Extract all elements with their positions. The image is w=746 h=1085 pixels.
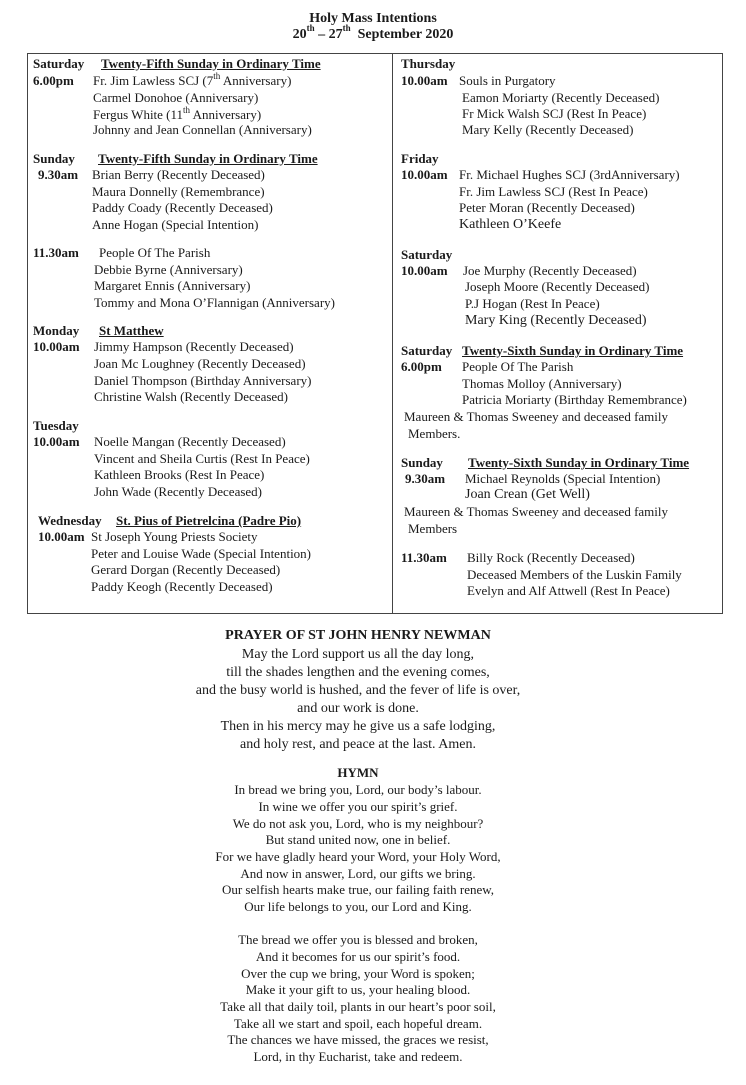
intention: Maureen & Thomas Sweeney and deceased family [404,504,668,519]
hymn-line: The bread we offer you is blessed and broken, [238,932,478,947]
intention: Fr. Michael Hughes SCJ (3rdAnniversary) [459,167,680,182]
day-label: Friday [401,151,439,166]
hymn-line: Our life belongs to you, our Lord and King. [244,899,472,914]
intention: Debbie Byrne (Anniversary) [94,262,243,277]
intention: Kathleen O’Keefe [459,217,562,232]
hymn-line: Lord, in thy Eucharist, take and redeem. [253,1049,463,1064]
prayer-heading: PRAYER OF ST JOHN HENRY NEWMAN [225,628,491,643]
intention: Mary King (Recently Deceased) [465,313,647,328]
hymn-line: And now in answer, Lord, our gifts we bring. [240,866,476,881]
hymn-line: Our selfish hearts make true, our failing faith renew, [221,882,495,897]
hymn-line: Take all that daily toil, plants in our heart’s poor soil, [220,999,496,1014]
mass-time: 10.00am [38,529,85,544]
hymn-line: And it becomes for us our spirit’s food. [255,949,461,964]
intention: Vincent and Sheila Curtis (Rest In Peace) [94,451,310,466]
intention: Noelle Mangan (Recently Deceased) [94,434,286,449]
day-label: Thursday [401,56,456,71]
hymn-line: The chances we have missed, the graces we resist, [227,1032,489,1047]
hymn-line: Take all we start and spoil, each hopeful dream. [233,1016,483,1031]
day-label: Sunday [401,455,443,470]
hymn-line: In bread we bring you, Lord, our body’s labour. [234,782,482,797]
hymn-line: For we have gladly heard your Word, your Holy Word, [215,849,501,864]
column-divider [392,53,393,614]
intention: Maura Donnelly (Remembrance) [92,184,265,199]
intention: Peter and Louise Wade (Special Intention) [91,546,312,561]
mass-time: 9.30am [38,167,79,182]
day-label: Tuesday [33,418,79,433]
day-label: Wednesday [38,513,102,528]
mass-time: 6.00pm [401,359,442,374]
hymn-line: Over the cup we bring, your Word is spoken; [241,966,475,981]
prayer-line: and the busy world is hushed, and the fever of life is over, [195,683,521,698]
intention: Eamon Moriarty (Recently Deceased) [462,90,660,105]
intention: Tommy and Mona O’Flannigan (Anniversary) [94,295,335,310]
intention: Fr. Jim Lawless SCJ (7th Anniversary) [93,70,292,88]
intention: Evelyn and Alf Attwell (Rest In Peace) [467,583,670,598]
intention: Kathleen Brooks (Rest In Peace) [94,467,265,482]
day-label: Saturday [401,343,453,358]
intention: Deceased Members of the Luskin Family [467,567,682,582]
intention: Jimmy Hampson (Recently Deceased) [94,339,294,354]
mass-time: 6.00pm [33,73,74,88]
intention: Anne Hogan (Special Intention) [92,217,259,232]
prayer-line: and our work is done. [297,701,419,716]
intention: Fr Mick Walsh SCJ (Rest In Peace) [462,106,647,121]
mass-time: 10.00am [33,434,80,449]
intention: Paddy Keogh (Recently Deceased) [91,579,273,594]
intention: Daniel Thompson (Birthday Anniversary) [94,373,312,388]
intention: P.J Hogan (Rest In Peace) [465,296,600,311]
day-label: Sunday [33,151,75,166]
mass-time: 11.30am [401,550,447,565]
intention: Patricia Moriarty (Birthday Remembrance) [462,392,687,407]
page-title: Holy Mass Intentions [309,11,437,26]
intention: Michael Reynolds (Special Intention) [465,471,661,486]
intention: Joe Murphy (Recently Deceased) [463,263,637,278]
occasion-title: Twenty-Sixth Sunday in Ordinary Time [462,343,684,358]
mass-time: 9.30am [405,471,446,486]
intention: Gerard Dorgan (Recently Deceased) [91,562,281,577]
mass-time: 10.00am [33,339,80,354]
intention: People Of The Parish [462,359,574,374]
intention: Souls in Purgatory [459,73,556,88]
occasion-title: St. Pius of Pietrelcina (Padre Pio) [116,513,302,528]
intention: Fergus White (11th Anniversary) [93,104,262,122]
intention: Brian Berry (Recently Deceased) [92,167,265,182]
intention: Peter Moran (Recently Deceased) [459,200,635,215]
intention: Maureen & Thomas Sweeney and deceased family [404,409,668,424]
intention: Thomas Molloy (Anniversary) [462,376,622,391]
hymn-heading: HYMN [337,765,379,780]
intention: John Wade (Recently Deceased) [94,484,263,499]
intention: Christine Walsh (Recently Deceased) [94,389,289,404]
hymn-line: But stand united now, one in belief. [265,832,451,847]
prayer-line: and holy rest, and peace at the last. Amen. [240,737,476,752]
intention: Members. [408,426,461,441]
intention: Paddy Coady (Recently Deceased) [92,200,273,215]
mass-time: 10.00am [401,167,448,182]
prayer-line: May the Lord support us all the day long, [241,647,475,662]
date-range: 20th – 27th September 2020 [292,23,454,42]
occasion-title: Twenty-Sixth Sunday in Ordinary Time [468,455,690,470]
intention: Carmel Donohoe (Anniversary) [93,90,259,105]
intention: Margaret Ennis (Anniversary) [94,278,251,293]
intention: Mary Kelly (Recently Deceased) [462,122,634,137]
mass-time: 10.00am [401,263,448,278]
hymn-line: In wine we offer you our spirit’s grief. [258,799,458,814]
intention: St Joseph Young Priests Society [91,529,258,544]
occasion-title: Twenty-Fifth Sunday in Ordinary Time [98,151,318,166]
intention: Johnny and Jean Connellan (Anniversary) [93,122,312,137]
hymn-line: We do not ask you, Lord, who is my neighbour? [232,816,484,831]
intention: Joan Mc Loughney (Recently Deceased) [94,356,306,371]
day-label: Saturday [33,56,85,71]
occasion-title: St Matthew [99,323,164,338]
intention: Billy Rock (Recently Deceased) [467,550,635,565]
intention: Members [408,521,458,536]
mass-time: 10.00am [401,73,448,88]
intention: Fr. Jim Lawless SCJ (Rest In Peace) [459,184,648,199]
prayer-line: till the shades lengthen and the evening comes, [226,665,490,680]
occasion-title: Twenty-Fifth Sunday in Ordinary Time [101,56,321,71]
day-label: Saturday [401,247,453,262]
prayer-line: Then in his mercy may he give us a safe lodging, [220,719,496,734]
day-label: Monday [33,323,80,338]
hymn-line: Make it your gift to us, your healing blood. [245,982,471,997]
mass-time: 11.30am [33,245,79,260]
intention: People Of The Parish [99,245,211,260]
intention: Joan Crean (Get Well) [465,487,590,502]
intention: Joseph Moore (Recently Deceased) [465,279,650,294]
